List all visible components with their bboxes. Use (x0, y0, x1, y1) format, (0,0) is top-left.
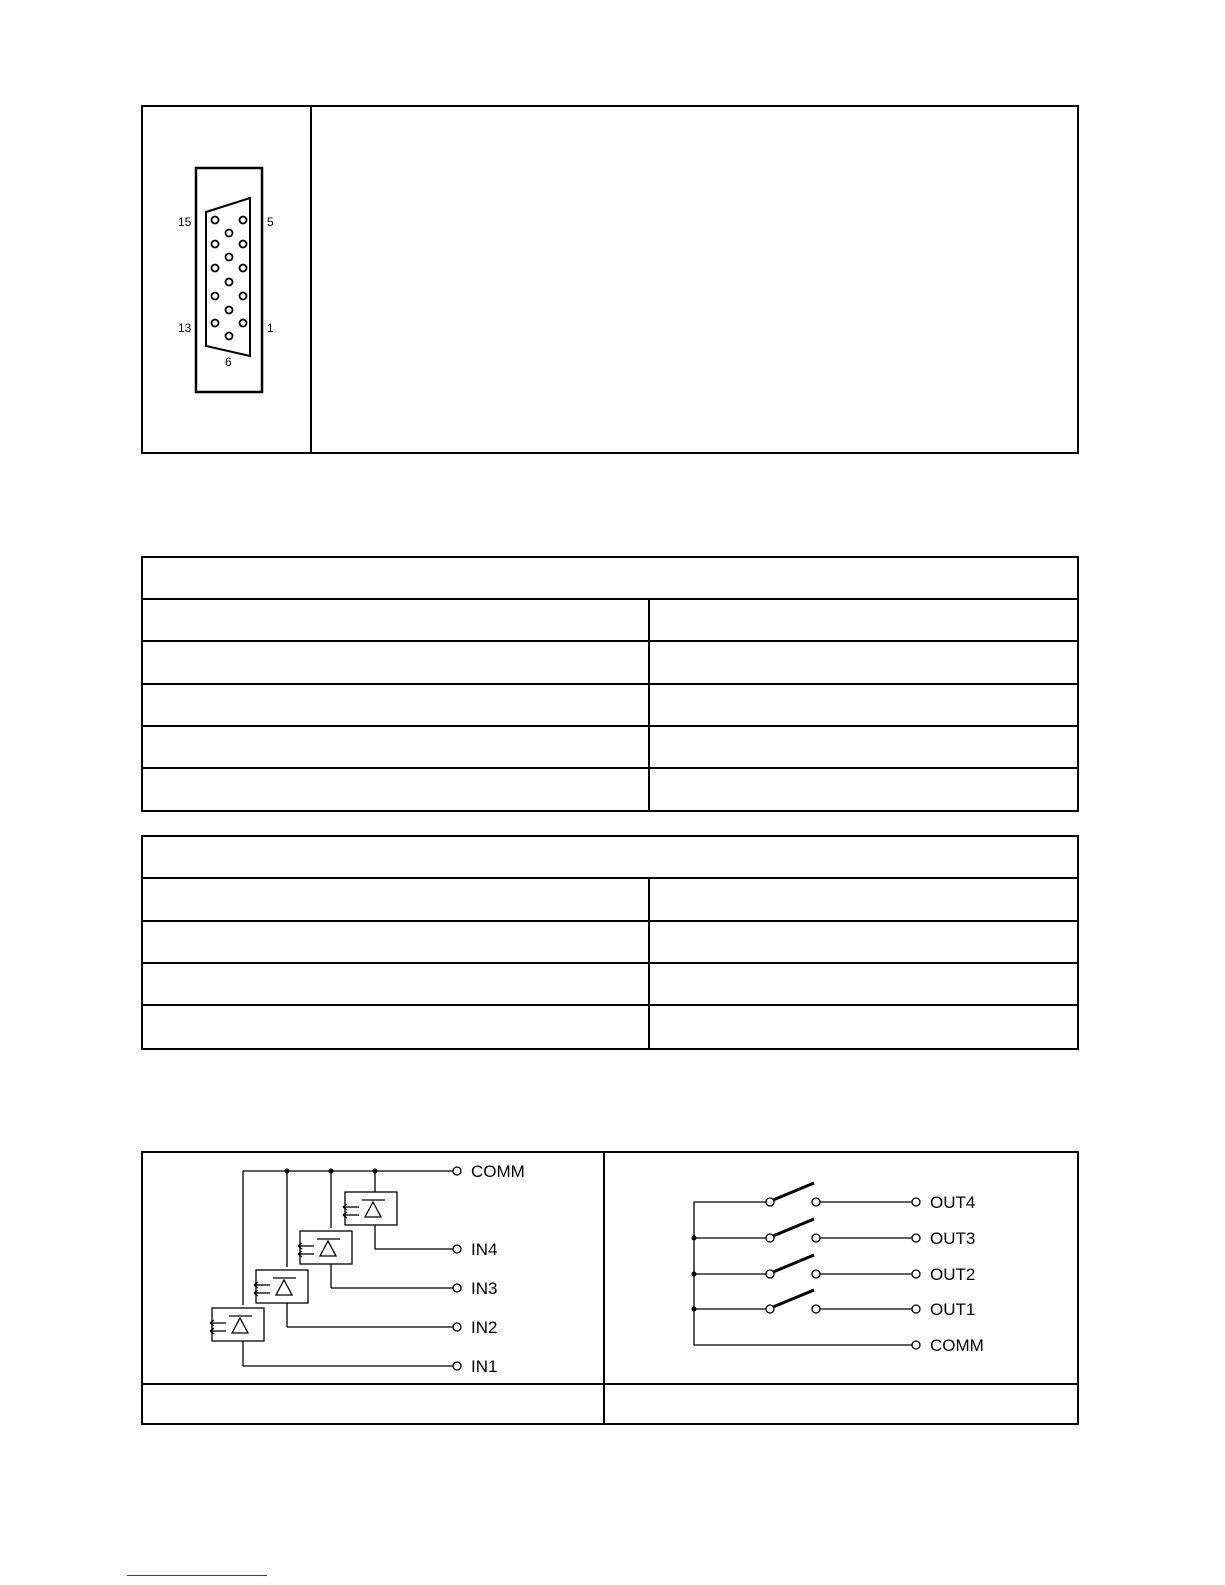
pin-label-15: 15 (178, 215, 192, 229)
label-comm-out: COMM (930, 1336, 984, 1355)
label-in4: IN4 (471, 1240, 498, 1259)
label-out4: OUT4 (930, 1193, 976, 1212)
table-a-row-line (141, 598, 1079, 600)
table-a-row-line (141, 767, 1079, 769)
table-b-row-line (141, 1004, 1079, 1006)
table-a-row-line (141, 683, 1079, 685)
table-a-row-line (141, 725, 1079, 727)
table-b-col-line (648, 877, 650, 1050)
label-out2: OUT2 (930, 1265, 976, 1284)
label-out3: OUT3 (930, 1229, 976, 1248)
label-in3: IN3 (471, 1279, 498, 1298)
circuit-table-caption-line (141, 1383, 1079, 1385)
label-in2: IN2 (471, 1318, 498, 1337)
label-in1: IN1 (471, 1357, 498, 1376)
connector-table-divider (310, 105, 312, 454)
table-b (141, 835, 1079, 1050)
table-a-col-line (648, 598, 650, 812)
table-b-row-line (141, 920, 1079, 922)
pin-label-6: 6 (225, 355, 232, 369)
footer-link-underline (127, 1575, 267, 1576)
label-comm-in: COMM (471, 1162, 525, 1181)
pin-label-1: 1 (267, 321, 274, 335)
label-out1: OUT1 (930, 1300, 976, 1319)
pin-label-13: 13 (178, 321, 192, 335)
pin-label-5: 5 (267, 215, 274, 229)
input-optocoupler-diagram (195, 1155, 595, 1380)
db15-connector-diagram (170, 160, 290, 400)
table-b-row-line (141, 877, 1079, 879)
connector-pins (212, 217, 247, 340)
table-a-row-line (141, 640, 1079, 642)
table-b-row-line (141, 962, 1079, 964)
output-relay-diagram (680, 1175, 1020, 1365)
